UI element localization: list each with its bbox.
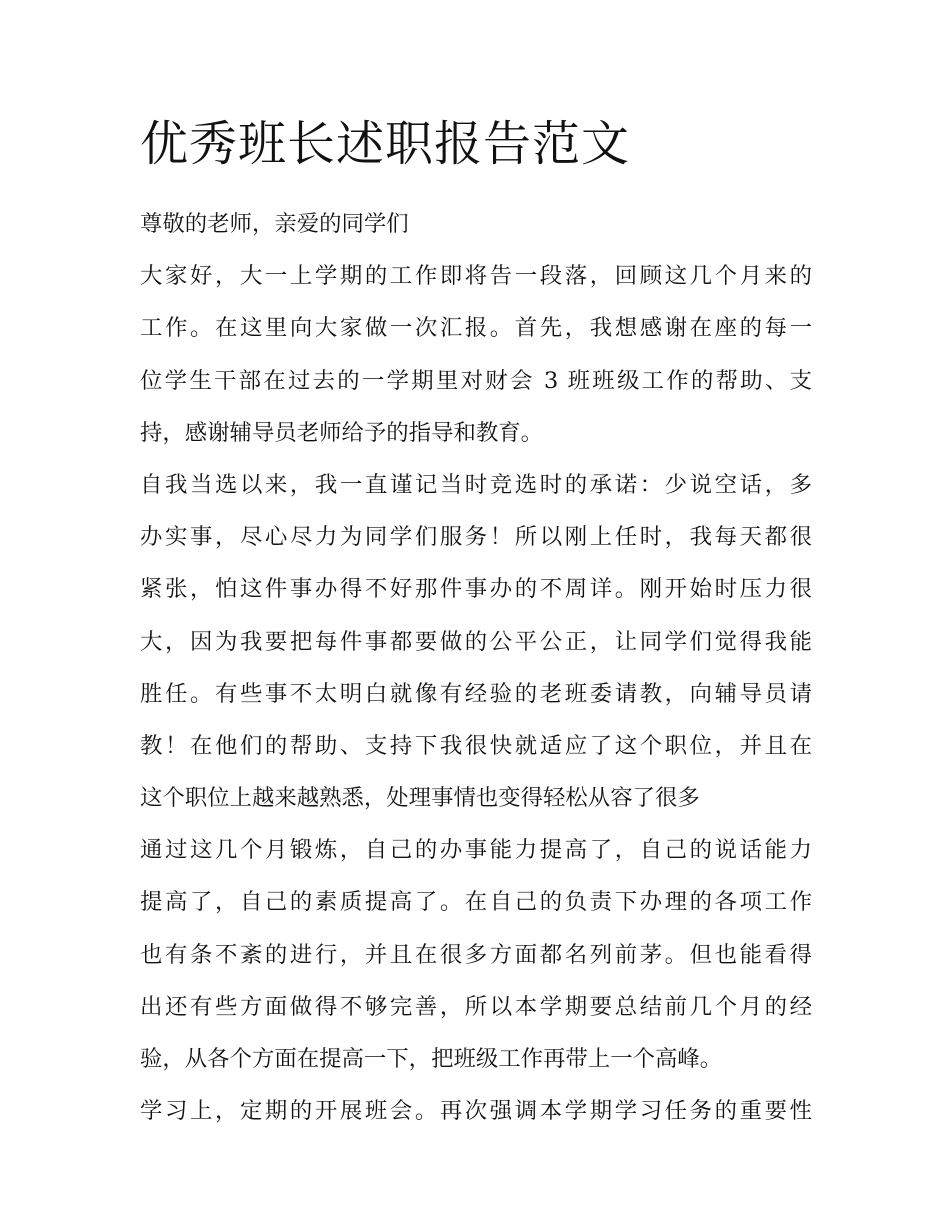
text-line: 验，从各个方面在提高一下，把班级工作再带上一个高峰。: [140, 1046, 723, 1072]
text-line: 教！在他们的帮助、支持下我很快就适应了这个职位，并且在: [140, 732, 812, 759]
text-line: 办实事，尽心尽力为同学们服务！所以刚上任时，我每天都很: [140, 524, 812, 551]
text-line: 自我当选以来，我一直谨记当时竞选时的承诺：少说空话，多: [140, 471, 812, 498]
text-line: 胜任。有些事不太明白就像有经验的老班委请教，向辅导员请: [140, 680, 812, 707]
text-line: 这个职位上越来越熟悉，处理事情也变得轻松从容了很多: [140, 785, 700, 812]
text-line: 紧张，怕这件事办得不好那件事办的不周详。刚开始时压力很: [140, 576, 812, 603]
text-line: 也有条不紊的进行，并且在很多方面都名列前茅。但也能看得: [140, 941, 812, 968]
text-line: 通过这几个月锻炼，自己的办事能力提高了，自己的说话能力: [140, 837, 812, 864]
text-line: 学习上，定期的开展班会。再次强调本学期学习任务的重要性: [140, 1098, 812, 1125]
text-line: 出还有些方面做得不够完善，所以本学期要总结前几个月的经: [140, 993, 812, 1020]
text-line: 提高了，自己的素质提高了。在自己的负责下办理的各项工作: [140, 889, 812, 916]
text-line: 大家好，大一上学期的工作即将告一段落，回顾这几个月来的: [140, 263, 812, 290]
text-line: 位学生干部在过去的一学期里对财会 3 班班级工作的帮助、支: [140, 367, 812, 394]
text-line: 大，因为我要把每件事都要做的公平公正，让同学们觉得我能: [140, 628, 812, 655]
document-body: [140, 198, 812, 1137]
document-title: 优秀班长述职报告范文: [140, 116, 631, 172]
text-line: 持，感谢辅导员老师给予的指导和教育。: [140, 419, 544, 446]
text-line: 工作。在这里向大家做一次汇报。首先，我想感谢在座的每一: [140, 315, 812, 342]
salutation-line: 尊敬的老师，亲爱的同学们: [140, 211, 409, 237]
